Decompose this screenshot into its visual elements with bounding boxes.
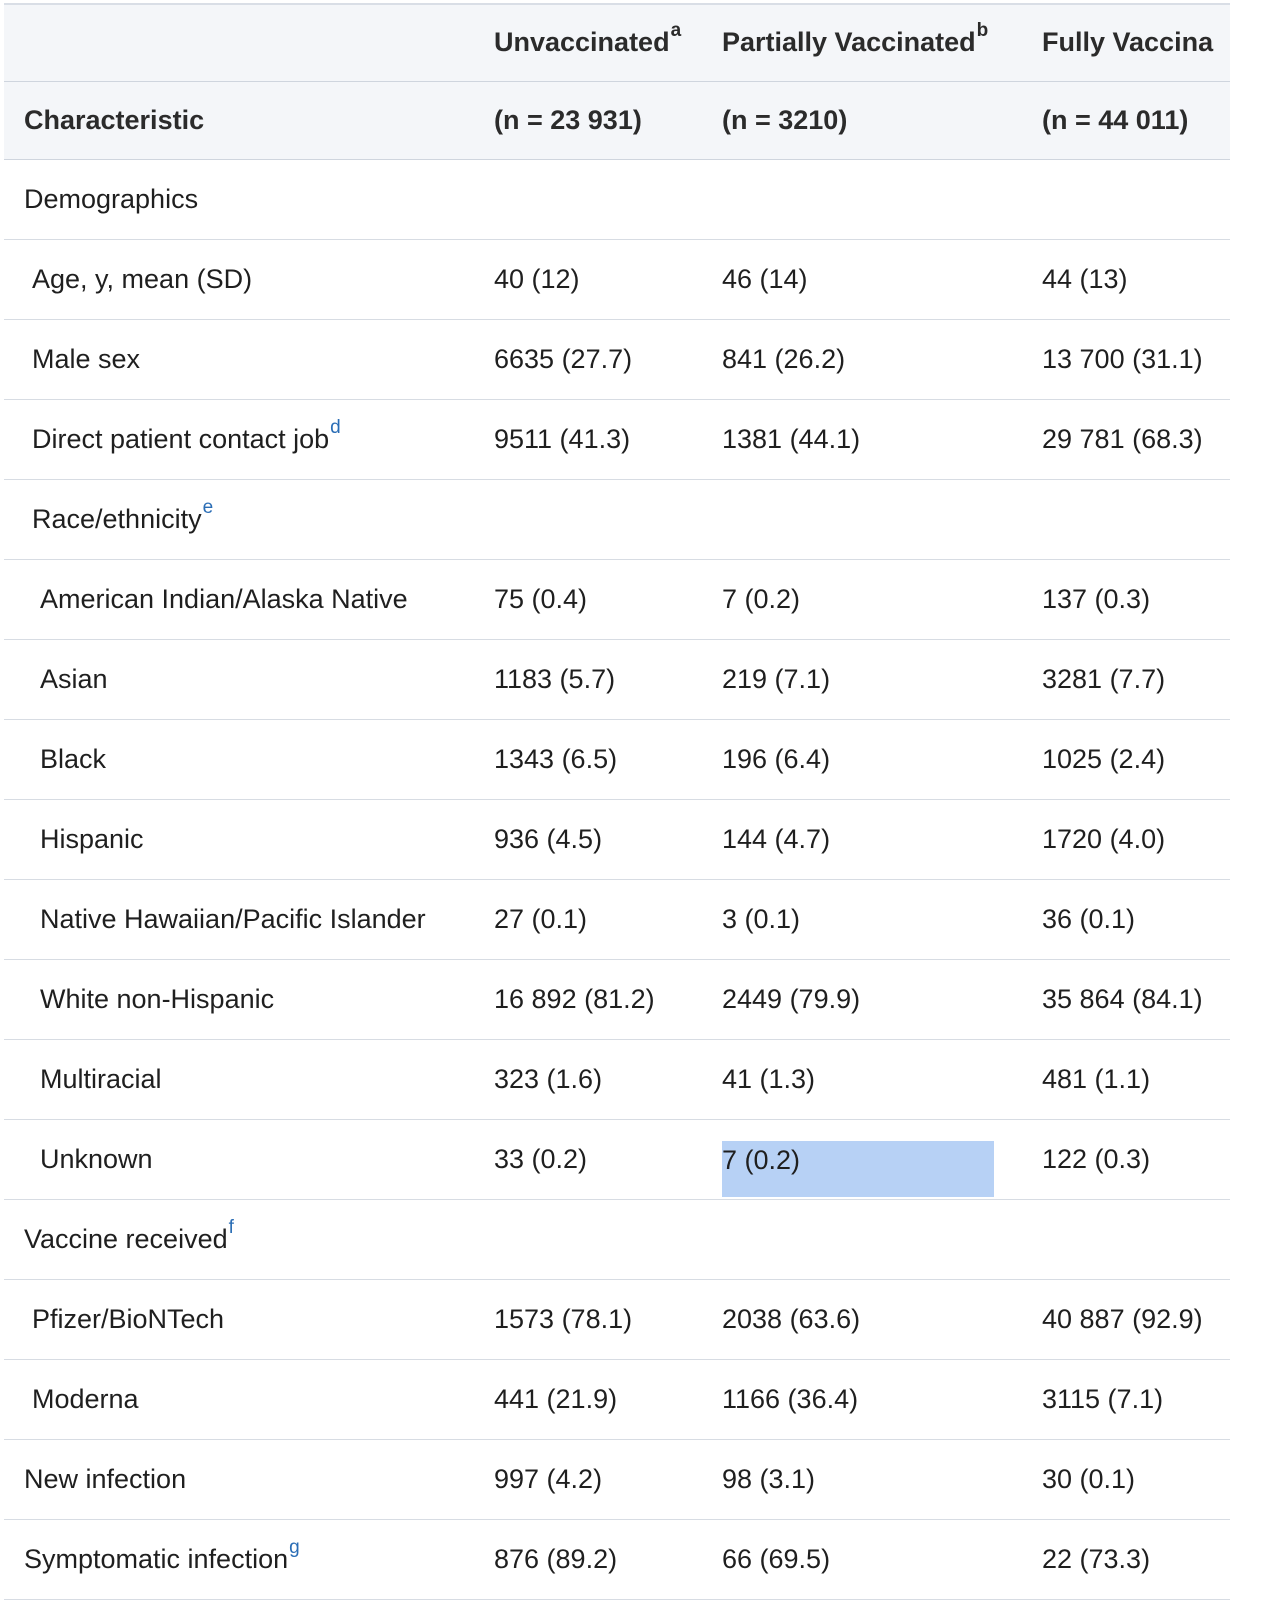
value-cell (1032, 879, 1230, 959)
header-unvaccinated-n: (n = 23 931) (494, 104, 642, 135)
footnote-a-link[interactable]: a (670, 20, 682, 42)
cell-value: 27 (0.1) (494, 903, 588, 934)
table-row (4, 639, 1230, 719)
row-label-cell (4, 1279, 478, 1359)
cell-value: 7 (0.2) (722, 583, 801, 614)
cell-value: 481 (1.1) (1042, 1063, 1151, 1094)
row-label-cell (4, 799, 478, 879)
row-label-cell (4, 479, 478, 559)
cell-value: 35 864 (84.1) (1042, 983, 1203, 1014)
row-label: Native Hawaiian/Pacific Islander (40, 903, 426, 934)
value-cell (1032, 399, 1230, 479)
row-label-cell (4, 559, 478, 639)
selected-cell-value[interactable]: 7 (0.2) (722, 1141, 994, 1197)
footnote-d-link[interactable]: d (330, 416, 341, 438)
cell-value: 323 (1.6) (494, 1063, 603, 1094)
value-cell (478, 239, 712, 319)
cell-value: 196 (6.4) (722, 743, 831, 774)
value-cell (478, 1519, 712, 1599)
cell-value: 3 (0.1) (722, 903, 801, 934)
cell-value: 6635 (27.7) (494, 343, 633, 374)
row-label-cell (4, 1039, 478, 1119)
row-label-cell (4, 319, 478, 399)
header-characteristic: Characteristic (24, 104, 205, 135)
value-cell (712, 1119, 1032, 1199)
table-row (4, 479, 1230, 559)
value-cell (1032, 799, 1230, 879)
cell-value: 1183 (5.7) (494, 663, 616, 694)
table-row (4, 879, 1230, 959)
value-cell (1032, 1039, 1230, 1119)
cell-value: 936 (4.5) (494, 823, 603, 854)
footnote-e-link[interactable]: e (202, 496, 214, 518)
cell-value: 219 (7.1) (722, 663, 831, 694)
cell-value: 66 (69.5) (722, 1543, 831, 1574)
value-cell (1032, 1119, 1230, 1199)
table-row (4, 959, 1230, 1039)
value-cell (478, 1199, 712, 1279)
row-label-cell (4, 1199, 478, 1279)
cell-value: 3281 (7.7) (1042, 663, 1166, 694)
value-cell (1032, 719, 1230, 799)
value-cell (712, 1439, 1032, 1519)
table-header-row-groups (4, 4, 1230, 81)
value-cell (478, 399, 712, 479)
cell-value: 2449 (79.9) (722, 983, 861, 1014)
cell-value: 1381 (44.1) (722, 423, 861, 454)
cell-value: 33 (0.2) (494, 1143, 588, 1174)
value-cell (712, 1199, 1032, 1279)
row-label: Symptomatic infection (24, 1543, 289, 1574)
row-label-cell (4, 399, 478, 479)
cell-value: 1025 (2.4) (1042, 743, 1166, 774)
row-label: Age, y, mean (SD) (32, 263, 253, 294)
value-cell (1032, 159, 1230, 239)
row-label: New infection (24, 1463, 187, 1494)
cell-value: 41 (1.3) (722, 1063, 816, 1094)
cell-value: 36 (0.1) (1042, 903, 1136, 934)
cell-value: 997 (4.2) (494, 1463, 603, 1494)
cell-value: 16 892 (81.2) (494, 983, 655, 1014)
cell-value: 1720 (4.0) (1042, 823, 1166, 854)
row-label-cell (4, 719, 478, 799)
cell-value: 122 (0.3) (1042, 1143, 1151, 1174)
cell-value: 40 887 (92.9) (1042, 1303, 1203, 1334)
table-row (4, 559, 1230, 639)
table-row (4, 719, 1230, 799)
cell-value: 44 (13) (1042, 263, 1128, 294)
footnote-b-link[interactable]: b (976, 20, 989, 42)
table-row (4, 1199, 1230, 1279)
value-cell (712, 1359, 1032, 1439)
table-row (4, 159, 1230, 239)
value-cell (478, 959, 712, 1039)
cell-value: 841 (26.2) (722, 343, 846, 374)
value-cell (712, 159, 1032, 239)
value-cell (1032, 559, 1230, 639)
table-row (4, 1039, 1230, 1119)
value-cell (1032, 959, 1230, 1039)
value-cell (1032, 1439, 1230, 1519)
value-cell (1032, 1359, 1230, 1439)
value-cell (712, 799, 1032, 879)
row-label: American Indian/Alaska Native (40, 583, 408, 614)
value-cell (712, 719, 1032, 799)
cell-value: 9511 (41.3) (494, 423, 631, 454)
value-cell (1032, 1199, 1230, 1279)
cell-value: 46 (14) (722, 263, 808, 294)
value-cell (478, 639, 712, 719)
cell-value: 98 (3.1) (722, 1463, 816, 1494)
value-cell (478, 1119, 712, 1199)
row-label-cell (4, 959, 478, 1039)
row-label: Demographics (24, 183, 199, 214)
header-partially-vaccinated-n: (n = 3210) (722, 104, 848, 135)
header-unvaccinated: Unvaccinated$^a$ (494, 20, 682, 58)
row-label: Black (40, 743, 107, 774)
value-cell (1032, 239, 1230, 319)
row-label-cell (4, 879, 478, 959)
data-table-container[interactable] (4, 3, 1230, 1600)
cell-value: 3115 (7.1) (1042, 1383, 1164, 1414)
cell-value: 137 (0.3) (1042, 583, 1151, 614)
value-cell (478, 159, 712, 239)
value-cell (1032, 479, 1230, 559)
table-row (4, 1119, 1230, 1199)
value-cell (478, 559, 712, 639)
value-cell (712, 559, 1032, 639)
value-cell (712, 1279, 1032, 1359)
row-label-cell (4, 1359, 478, 1439)
cell-value: 29 781 (68.3) (1042, 423, 1203, 454)
value-cell (1032, 319, 1230, 399)
cell-value: 1573 (78.1) (494, 1303, 633, 1334)
cell-value: 22 (73.3) (1042, 1543, 1151, 1574)
table-body (4, 159, 1230, 1599)
row-label: Multiracial (40, 1063, 162, 1094)
cell-value: 75 (0.4) (494, 583, 588, 614)
value-cell (1032, 1519, 1230, 1599)
value-cell (478, 719, 712, 799)
table-row (4, 1359, 1230, 1439)
header-fully-vaccinated: Fully Vaccina (1042, 27, 1214, 58)
row-label: Pfizer/BioNTech (32, 1303, 225, 1334)
value-cell (478, 1439, 712, 1519)
row-label: Race/ethnicity (32, 503, 202, 534)
value-cell (712, 1039, 1032, 1119)
value-cell (478, 1039, 712, 1119)
cell-value: 13 700 (31.1) (1042, 343, 1203, 374)
row-label: Unknown (40, 1143, 153, 1174)
row-label: Male sex (32, 343, 141, 374)
cell-value: 144 (4.7) (722, 823, 831, 854)
row-label-cell (4, 239, 478, 319)
header-partially-vaccinated: Partially Vaccinated$^b$ (722, 20, 989, 58)
cell-value: 40 (12) (494, 263, 580, 294)
table-row (4, 1519, 1230, 1599)
cell-value: 876 (89.2) (494, 1543, 618, 1574)
row-label: Vaccine received (24, 1223, 228, 1254)
value-cell (478, 479, 712, 559)
value-cell (712, 399, 1032, 479)
row-label-cell (4, 639, 478, 719)
cell-value: 2038 (63.6) (722, 1303, 861, 1334)
value-cell (712, 639, 1032, 719)
table-row (4, 399, 1230, 479)
table-row (4, 1279, 1230, 1359)
row-label-cell (4, 1439, 478, 1519)
value-cell (712, 239, 1032, 319)
value-cell (712, 879, 1032, 959)
table-row (4, 239, 1230, 319)
value-cell (478, 1359, 712, 1439)
value-cell (478, 1279, 712, 1359)
cell-value: 1343 (6.5) (494, 743, 618, 774)
value-cell (712, 319, 1032, 399)
row-label: Asian (40, 663, 108, 694)
table-row (4, 799, 1230, 879)
value-cell (1032, 639, 1230, 719)
value-cell (478, 319, 712, 399)
cell-value: 441 (21.9) (494, 1383, 618, 1414)
row-label-cell (4, 1119, 478, 1199)
value-cell (478, 879, 712, 959)
header-empty-cell (4, 4, 478, 81)
value-cell (1032, 1279, 1230, 1359)
row-label: White non-Hispanic (40, 983, 275, 1014)
value-cell (478, 799, 712, 879)
row-label: Direct patient contact job (32, 423, 330, 454)
row-label: Hispanic (40, 823, 144, 854)
footnote-f-link[interactable]: f (228, 1216, 234, 1238)
row-label-cell (4, 159, 478, 239)
footnote-g-link[interactable]: g (289, 1536, 300, 1558)
header-fully-vaccinated-n: (n = 44 011) (1042, 104, 1189, 135)
value-cell (712, 959, 1032, 1039)
vaccination-characteristics-table (4, 3, 1230, 1600)
table-row (4, 319, 1230, 399)
table-row (4, 1439, 1230, 1519)
row-label: Moderna (32, 1383, 139, 1414)
row-label-cell (4, 1519, 478, 1599)
value-cell (712, 1519, 1032, 1599)
cell-value: 30 (0.1) (1042, 1463, 1136, 1494)
cell-value: 1166 (36.4) (722, 1383, 859, 1414)
table-header-row-counts (4, 81, 1230, 159)
value-cell (712, 479, 1032, 559)
